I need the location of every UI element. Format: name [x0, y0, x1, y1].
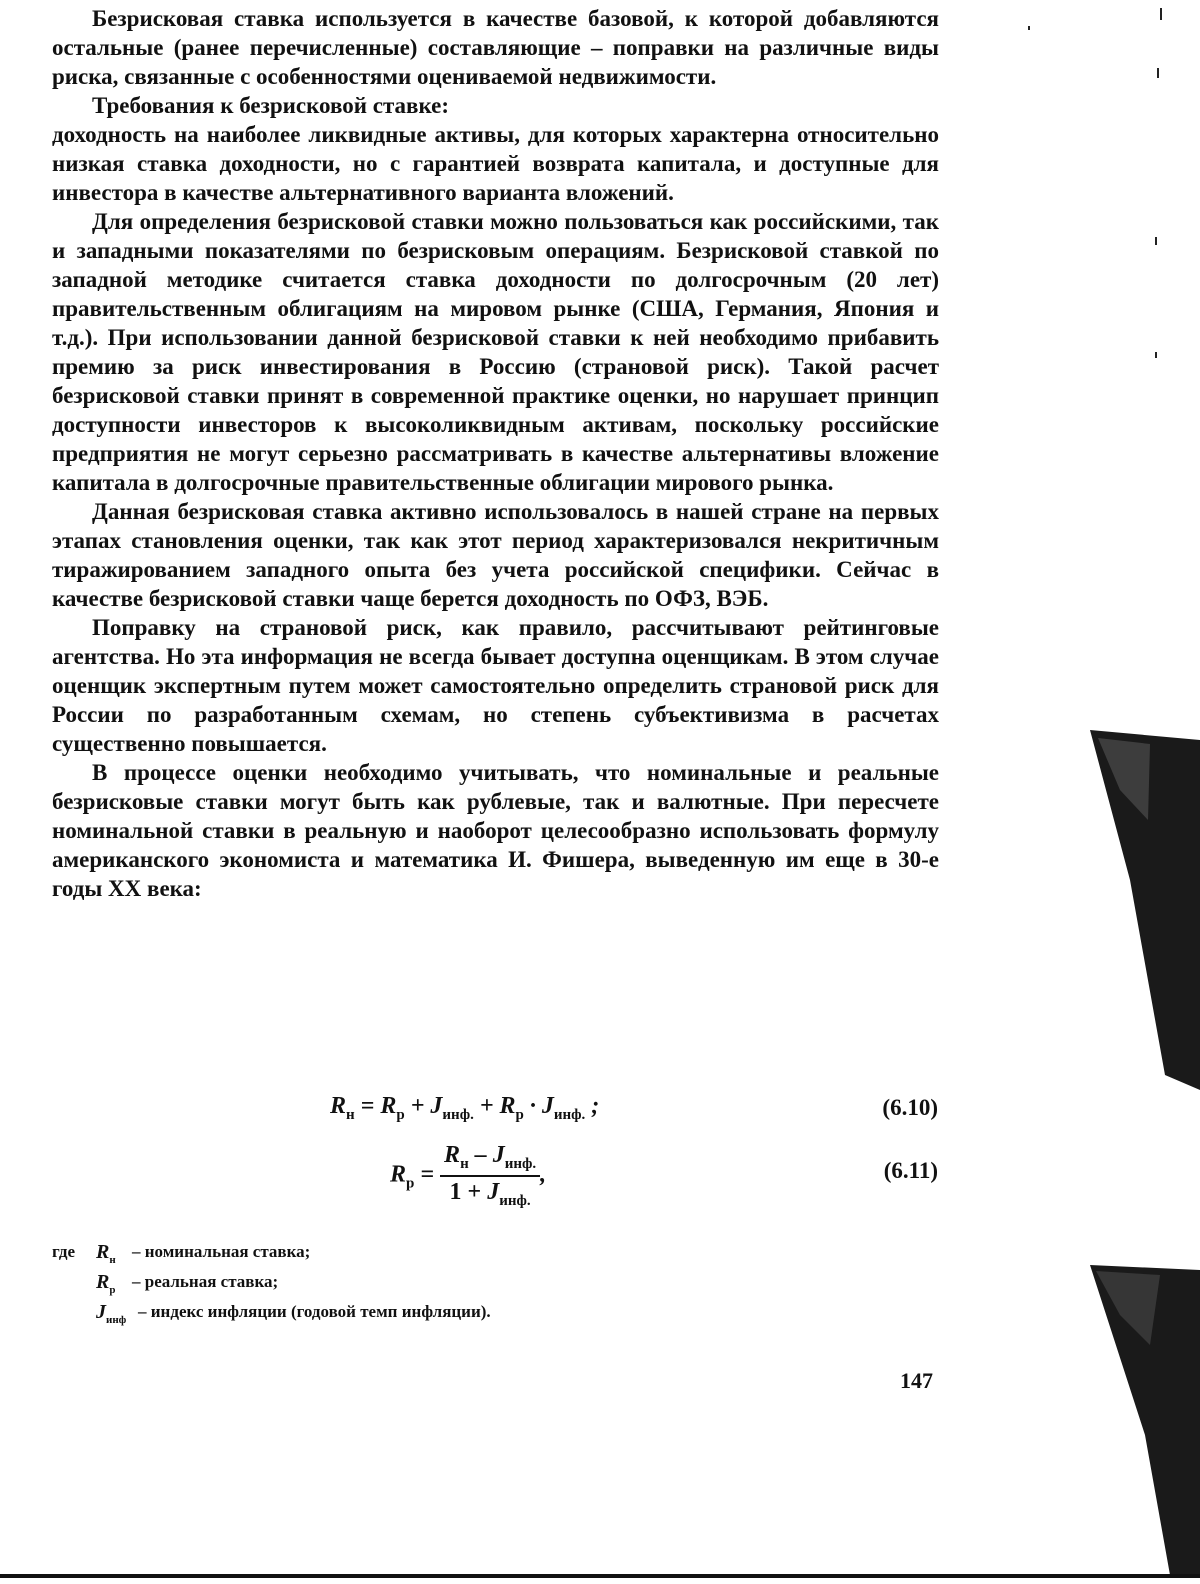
- variable-legend: [52, 1237, 491, 1327]
- equation-number-6-11: (6.11): [883, 1158, 938, 1183]
- page-number: 147: [900, 1368, 933, 1393]
- fraction-denominator: $1 + J_{инф.}$: [449, 1179, 531, 1209]
- legend-row: $R_р$ – реальная ставка;: [96, 1271, 279, 1296]
- scan-speck: [1155, 237, 1157, 245]
- paragraph-3: доходность на наиболее ликвидные активы, для которых характерна относительно низкая ставка доходности, но с гарантией возврата капитала, и доступные для инвестора в качестве альтернативного варианта вложений.: [52, 122, 939, 205]
- legend-row: $J_{инф}$ – индекс инфляции (годовой темп инфляции).: [96, 1301, 491, 1326]
- legend-row: где $R_н$ – номинальная ставка;: [52, 1241, 311, 1266]
- legend-intro: где: [52, 1242, 76, 1261]
- scan-edge-shadow: [1090, 730, 1200, 1090]
- scan-speck: [1157, 68, 1159, 78]
- paragraph-4: Для определения безрисковой ставки можно пользоваться как российскими, так и западными показателями по безрисковым операциям. Безрисковой ставкой по западной методике считается ставка доходности по долгосрочным (20 лет) правительственным облигациям на мировом рынке (США, Германия, Япония и т.д.). При использовании данной безрисковой ставки к ней необходимо прибавить премию за риск инвестирования в Россию (страновой риск). Такой расчет безрисковой ставки принят в современной практике оценки, но нарушает принцип доступности инвесторов к высоколиквидным активам, поскольку российские предприятия не могут серьезно рассматривать в качестве альтернативы вложение капитала в долгосрочные правительственные облигации мирового рынка.: [52, 209, 939, 495]
- scan-speck: [1160, 8, 1162, 20]
- equation-number-6-10: (6.10): [882, 1095, 938, 1120]
- paragraph-2: Требования к безрисковой ставке:: [92, 93, 450, 118]
- formula-6-10: $R_н = R_р + J_{инф.} + R_р \cdot J_{инф.}$ ;: [330, 1093, 600, 1123]
- formula-6-11: $R_р$ = $\frac{R_н - J_{инф.}}{1 + J_{инф.}}$ ,: [390, 1142, 547, 1209]
- paragraph-6: Поправку на страновой риск, как правило, рассчитывают рейтинговые агентства. Но эта информация не всегда бывает доступна оценщикам. В этом случае оценщик экспертным путем может самостоятельно определить страновой риск для России по разработанным схемам, но степень субъективизма в расчетах существенно повышается.: [52, 615, 939, 756]
- bottom-scan-edge: [0, 1574, 1200, 1578]
- scan-edge-shadow: [1090, 1265, 1200, 1575]
- fraction-numerator: $R_н - J_{инф.}$: [440, 1142, 540, 1177]
- scan-speck: [1028, 26, 1030, 30]
- body-text: [52, 4, 939, 903]
- fraction: [440, 1142, 540, 1210]
- scan-speck: [1155, 352, 1157, 358]
- paragraph-1: Безрисковая ставка используется в качестве базовой, к которой добавляются остальные (ранее перечисленные) составляющие – поправки на различные виды риска, связанные с особенностями оцениваемой недвижимости.: [52, 6, 939, 89]
- paragraph-7: В процессе оценки необходимо учитывать, что номинальные и реальные безрисковые ставки могут быть как рублевые, так и валютные. При пересчете номинальной ставки в реальную и наоборот целесообразно использовать формулу американского экономиста и математика И. Фишера, выведенную им еще в 30-е годы XX века:: [52, 760, 939, 901]
- paragraph-5: Данная безрисковая ставка активно использовалось в нашей стране на первых этапах становления оценки, так как этот период характеризовался некритичным тиражированием западного опыта без учета российской специфики. Сейчас в качестве безрисковой ставки чаще берется доходность по ОФЗ, ВЭБ.: [52, 499, 939, 611]
